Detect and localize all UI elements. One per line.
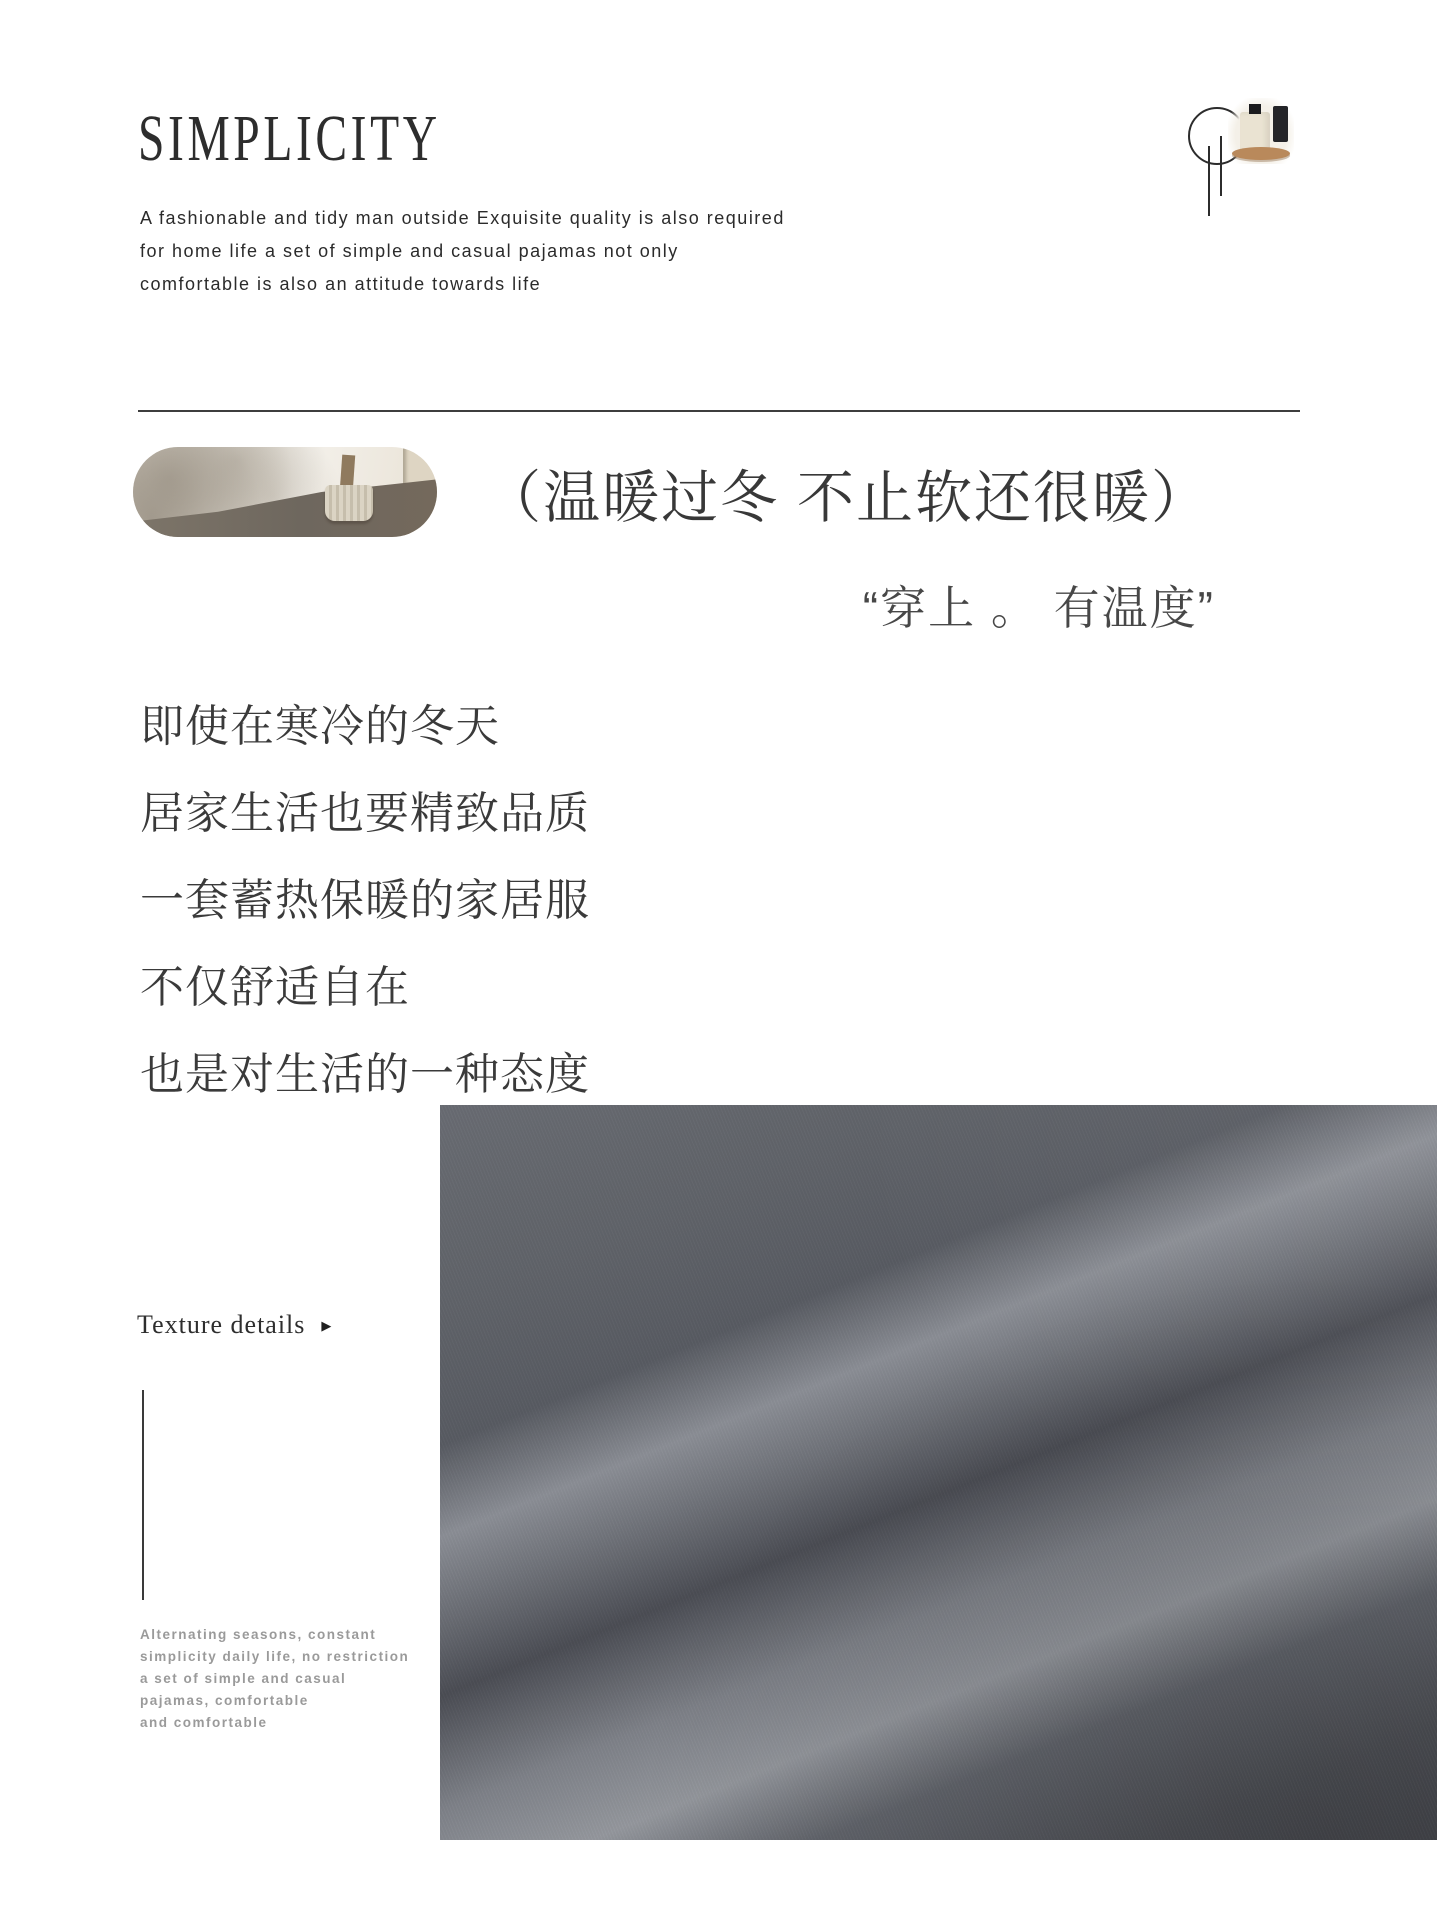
section-body	[140, 683, 590, 1118]
texture-caption	[140, 1624, 409, 1734]
body-line: 居家生活也要精致品质	[140, 789, 590, 838]
description-line: comfortable is also an attitude towards life	[140, 274, 542, 294]
black-bottle-shape	[1273, 106, 1288, 142]
vertical-line-decor	[1220, 136, 1222, 196]
body-line: 即使在寒冷的冬天	[140, 702, 500, 751]
section-heading: （温暖过冬 不止软还很暖）	[484, 466, 1210, 530]
vertical-divider	[142, 1390, 144, 1600]
caption-line: and comfortable	[140, 1715, 268, 1730]
right-arrow-icon: ▶	[321, 1319, 333, 1334]
cream-bottle-shape	[1240, 112, 1270, 152]
section-subheading: “穿上 。 有温度”	[862, 582, 1215, 634]
caption-line: Alternating seasons, constant	[140, 1627, 377, 1642]
vertical-line-decor	[1208, 146, 1210, 216]
fabric-grain-overlay	[440, 1105, 1437, 1840]
texture-details-label	[137, 1310, 332, 1340]
body-line: 不仅舒适自在	[140, 963, 410, 1012]
wooden-tray-shape	[1232, 147, 1290, 160]
description-line: A fashionable and tidy man outside Exquisite quality is also required	[140, 208, 785, 228]
caption-line: a set of simple and casual	[140, 1671, 347, 1686]
fabric-texture-image	[440, 1105, 1437, 1840]
planter-pot-shape	[325, 485, 373, 521]
page-title: SIMPLICITY	[138, 102, 441, 175]
texture-details-text: Texture details	[137, 1310, 306, 1339]
description-line: for home life a set of simple and casual pajamas not only	[140, 241, 679, 261]
bottle-cap-shape	[1249, 104, 1261, 114]
body-line: 也是对生活的一种态度	[140, 1050, 590, 1099]
caption-line: pajamas, comfortable	[140, 1693, 309, 1708]
caption-line: simplicity daily life, no restriction	[140, 1649, 410, 1664]
product-bottles-photo	[1228, 98, 1294, 164]
body-line: 一套蓄热保暖的家居服	[140, 876, 590, 925]
section-divider	[138, 410, 1300, 412]
interior-photo-thumbnail	[133, 447, 437, 537]
brand-description	[140, 202, 785, 301]
